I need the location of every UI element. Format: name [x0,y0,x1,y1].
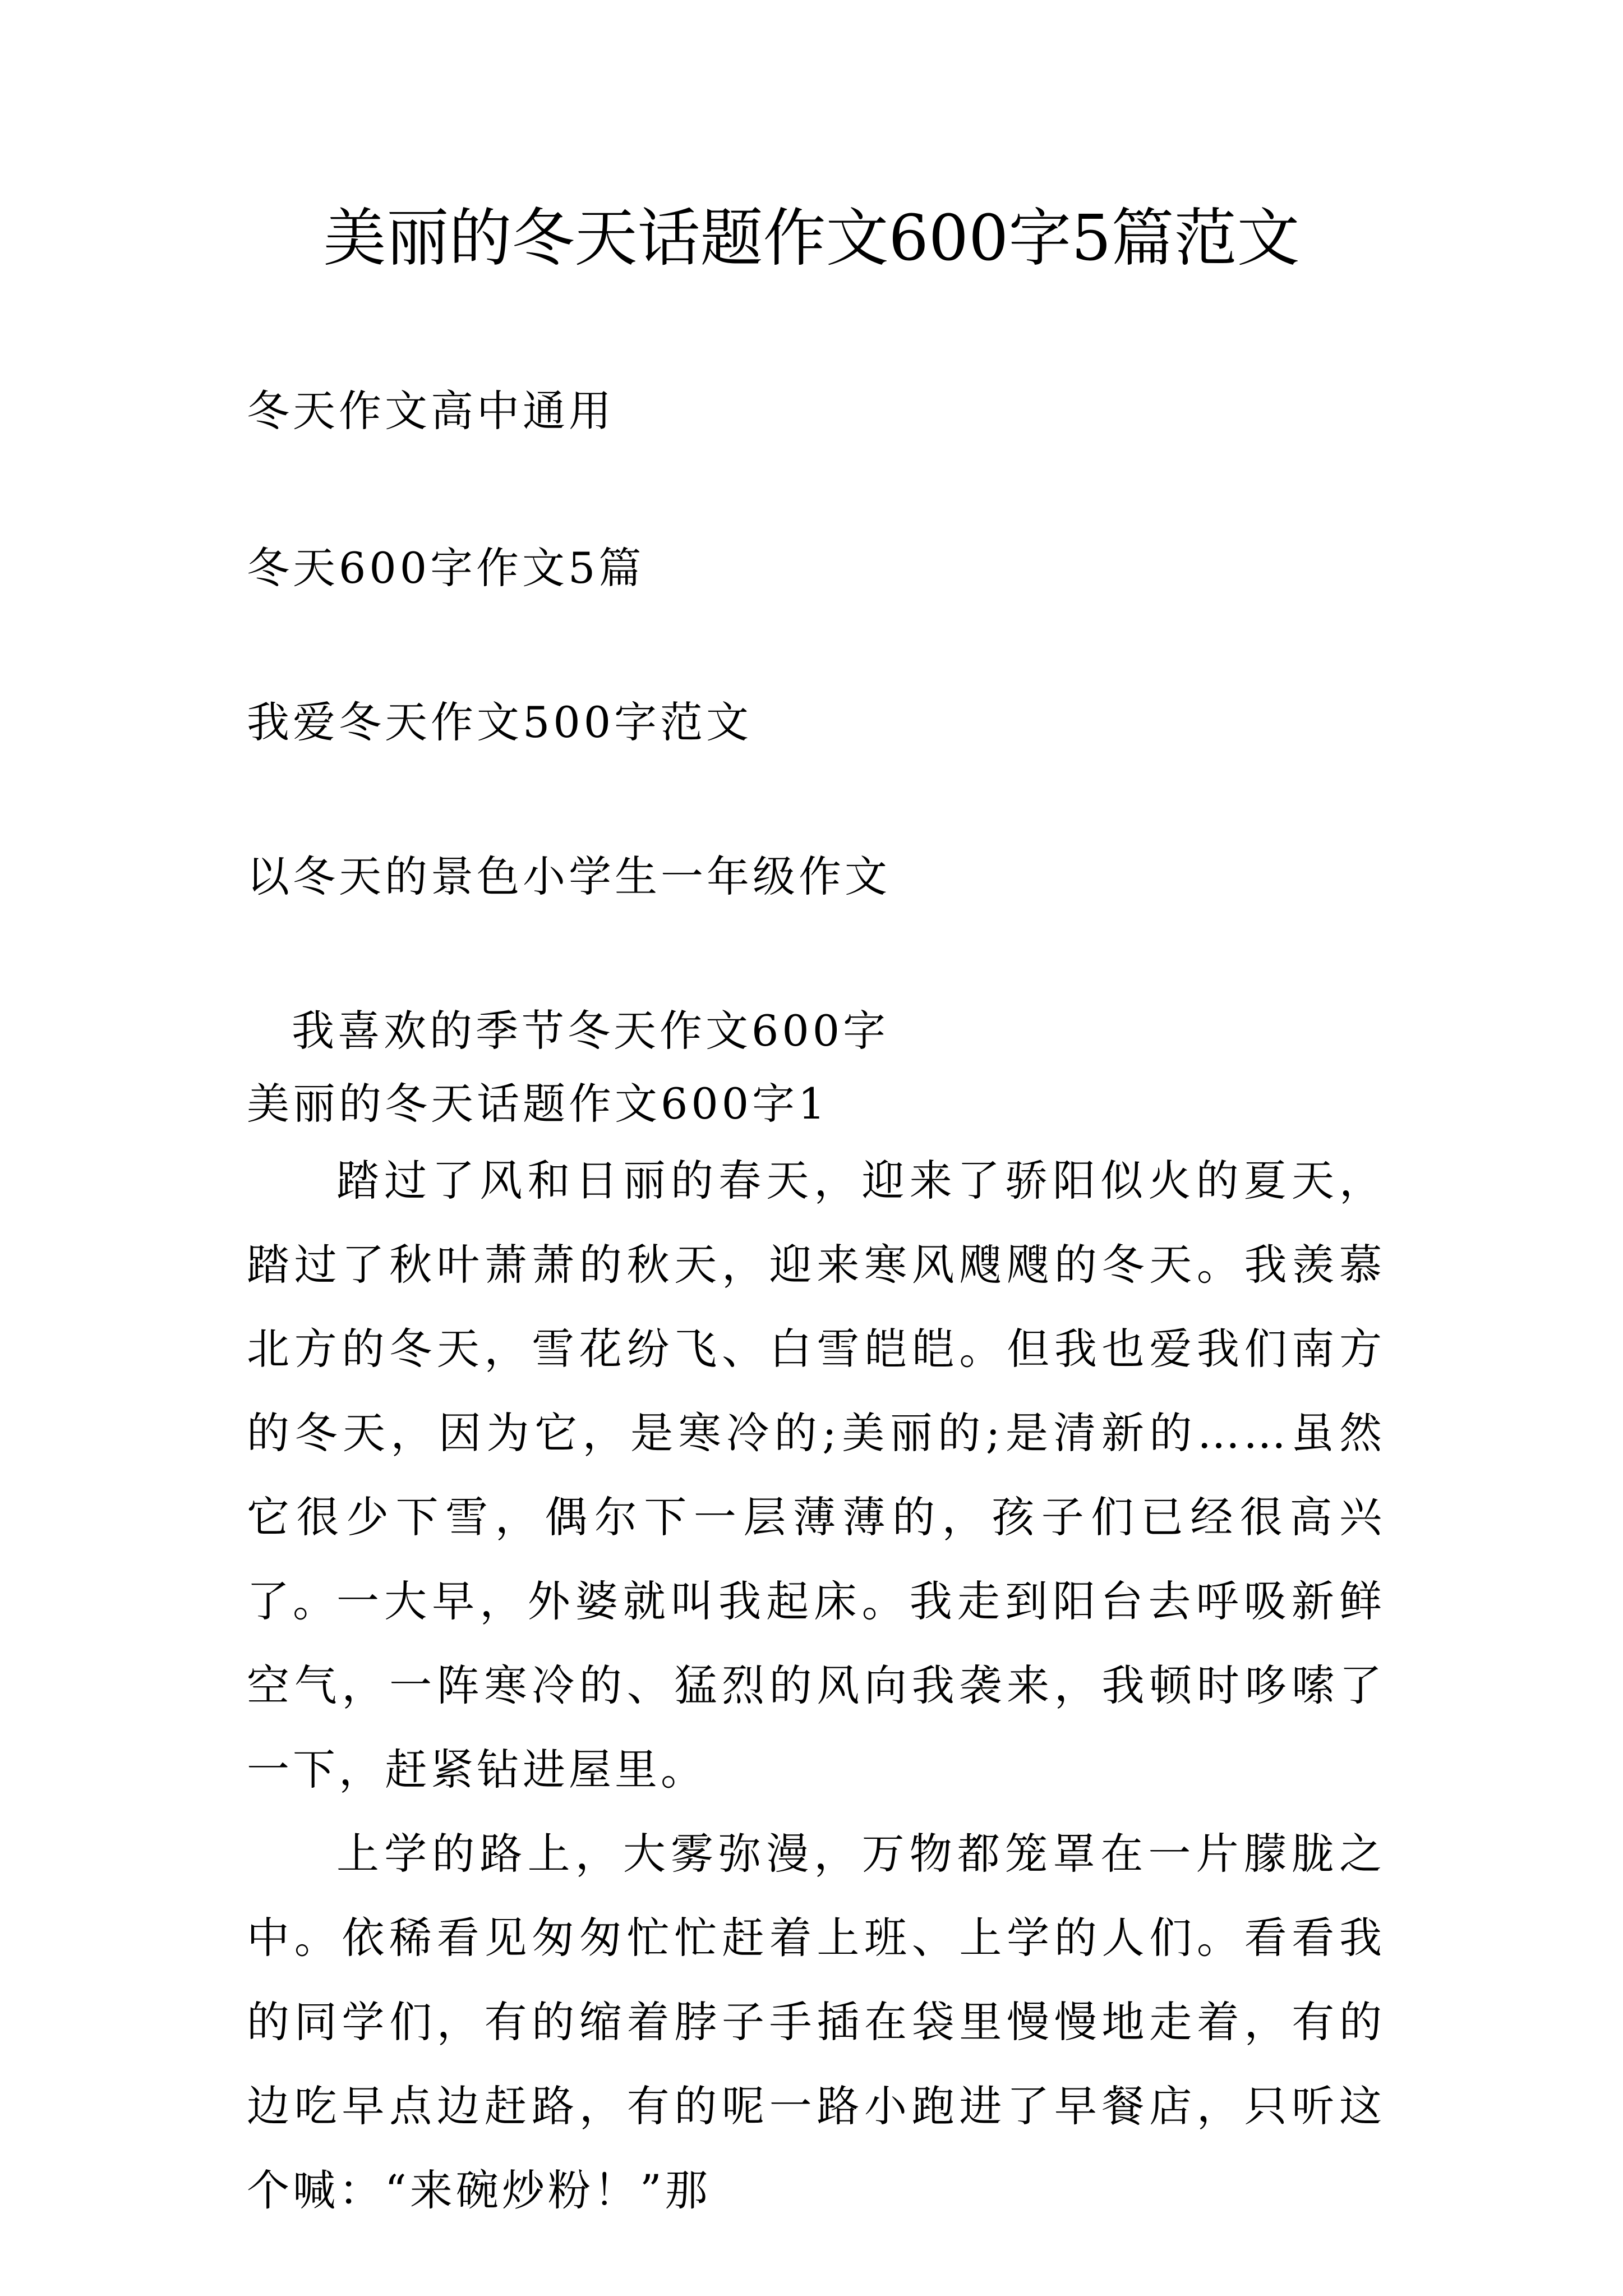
body-paragraph-3: 上学的路上，大雾弥漫，万物都笼罩在一片朦胧之中。依稀看见匆匆忙忙赶着上班、上学的人们。看看我的同学们，有的缩着脖子手插在袋里慢慢地走着，有的边吃早点边赶路，有的呢一路小跑进了早餐店，只听这个喊：“来碗炒粉！”那 [247,1829,1385,2215]
related-link-2: 冬天600字作文5篇 [247,543,645,593]
related-link-1: 冬天作文高中通用 [247,386,615,436]
section-heading: 美丽的冬天话题作文600字1 [247,1079,829,1129]
related-link-5: 我喜欢的季节冬天作文600字 [292,1006,889,1056]
related-link-4: 以冬天的景色小学生一年级作文 [247,852,891,901]
related-link-3: 我爱冬天作文500字范文 [247,697,753,747]
body-paragraph-2: 一大早，外婆就叫我起床。我走到阳台去呼吸新鲜空气，一阵寒冷的、猛烈的风向我袭来，我顿时哆嗦了一下，赶紧钻进屋里。 [247,1576,1385,1795]
body-paragraph-1: 踏过了风和日丽的春天，迎来了骄阳似火的夏天，踏过了秋叶萧萧的秋天，迎来寒风飕飕的冬天。我羡慕北方的冬天，雪花纷飞、白雪皑皑。但我也爱我们南方的冬天，因为它，是寒冷的;美丽的;是清新的……虽然它很少下雪，偶尔下一层薄薄的，孩子们已经很高兴了。 [247,1156,1385,1626]
document-title: 美丽的冬天话题作文600字5篇范文 [323,202,1300,275]
